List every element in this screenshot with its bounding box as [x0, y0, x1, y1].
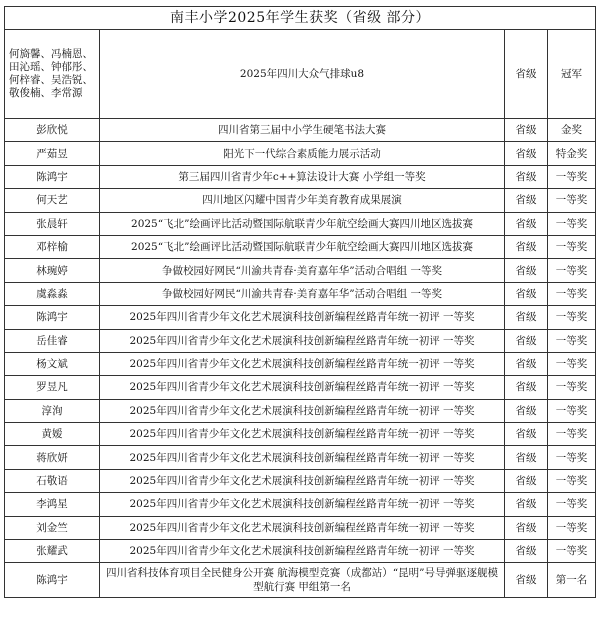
award-cell: 一等奖: [548, 306, 596, 329]
level-cell: 省级: [505, 423, 548, 446]
student-name-cell: 陈鸿宇: [5, 165, 100, 188]
award-cell: 一等奖: [548, 189, 596, 212]
level-cell: 省级: [505, 30, 548, 119]
level-cell: 省级: [505, 189, 548, 212]
student-name-cell: 彭欣悦: [5, 119, 100, 142]
award-cell: 一等奖: [548, 516, 596, 539]
award-cell: 冠军: [548, 30, 596, 119]
level-cell: 省级: [505, 329, 548, 352]
level-cell: 省级: [505, 563, 548, 598]
award-cell: 一等奖: [548, 329, 596, 352]
award-cell: 一等奖: [548, 540, 596, 563]
student-name-cell: 石敬语: [5, 469, 100, 492]
student-name-cell: 张耀武: [5, 540, 100, 563]
student-name-cell: 邓梓榆: [5, 235, 100, 258]
student-name-cell: 淳洵: [5, 399, 100, 422]
competition-cell: 2025年四川省青少年文化艺术展演科技创新编程丝路青年统一初评 一等奖: [100, 329, 505, 352]
student-name-cell: 虞淼淼: [5, 282, 100, 305]
table-row: [5, 235, 596, 258]
table-row: [5, 540, 596, 563]
level-cell: 省级: [505, 306, 548, 329]
competition-cell: 2025年四川省青少年文化艺术展演科技创新编程丝路青年统一初评 一等奖: [100, 376, 505, 399]
student-name-cell: 严茹昱: [5, 142, 100, 165]
level-cell: 省级: [505, 540, 548, 563]
award-cell: 一等奖: [548, 423, 596, 446]
award-cell: 一等奖: [548, 399, 596, 422]
team-members-cell: 何旖馨、冯楠恩、田沁瑶、钟郁彤、何梓睿、吴浩锐、敬俊楠、李常源: [5, 30, 100, 119]
award-cell: 一等奖: [548, 376, 596, 399]
level-cell: 省级: [505, 493, 548, 516]
level-cell: 省级: [505, 119, 548, 142]
level-cell: 省级: [505, 469, 548, 492]
student-name-cell: 黄嫒: [5, 423, 100, 446]
table-row: [5, 212, 596, 235]
level-cell: 省级: [505, 516, 548, 539]
award-cell: 一等奖: [548, 212, 596, 235]
student-name-cell: 罗昱凡: [5, 376, 100, 399]
level-cell: 省级: [505, 446, 548, 469]
student-name-cell: 蒋欣妍: [5, 446, 100, 469]
table-row: [5, 329, 596, 352]
table-row: [5, 399, 596, 422]
table-row: [5, 493, 596, 516]
table-row: [5, 376, 596, 399]
level-cell: 省级: [505, 235, 548, 258]
awards-table: [4, 6, 596, 598]
competition-cell: 2025年四川省青少年文化艺术展演科技创新编程丝路青年统一初评 一等奖: [100, 516, 505, 539]
table-row: [5, 282, 596, 305]
award-cell: 一等奖: [548, 493, 596, 516]
table-row: [5, 423, 596, 446]
table-row-team: [5, 30, 596, 119]
competition-cell: 四川省科技体育项目全民健身公开赛 航海模型竞赛（成都站）“昆明”号导弹驱逐舰模型航行赛 甲组第一名: [100, 563, 505, 598]
student-name-cell: 杨文斌: [5, 352, 100, 375]
level-cell: 省级: [505, 352, 548, 375]
competition-cell: 四川地区闪耀中国青少年美育教育成果展演: [100, 189, 505, 212]
competition-cell: 2025年四川省青少年文化艺术展演科技创新编程丝路青年统一初评 一等奖: [100, 493, 505, 516]
student-name-cell: 何天艺: [5, 189, 100, 212]
competition-cell: 2025“飞北”绘画评比活动暨国际航联青少年航空绘画大赛四川地区选拔赛: [100, 212, 505, 235]
competition-cell: 2025年四川省青少年文化艺术展演科技创新编程丝路青年统一初评 一等奖: [100, 469, 505, 492]
award-cell: 第一名: [548, 563, 596, 598]
award-cell: 一等奖: [548, 259, 596, 282]
student-name-cell: 陈鸿宇: [5, 306, 100, 329]
table-title: 南丰小学2025年学生获奖（省级 部分）: [5, 7, 596, 30]
award-cell: 一等奖: [548, 469, 596, 492]
level-cell: 省级: [505, 282, 548, 305]
student-name-cell: 陈鸿宇: [5, 563, 100, 598]
competition-cell: 争做校园好网民“川渝共青春·美育嘉年华”活动合唱组 一等奖: [100, 259, 505, 282]
competition-cell: 2025“飞北”绘画评比活动暨国际航联青少年航空绘画大赛四川地区选拔赛: [100, 235, 505, 258]
table-row: [5, 165, 596, 188]
level-cell: 省级: [505, 259, 548, 282]
level-cell: 省级: [505, 165, 548, 188]
award-cell: 一等奖: [548, 352, 596, 375]
table-row: [5, 306, 596, 329]
award-cell: 特金奖: [548, 142, 596, 165]
award-cell: 一等奖: [548, 235, 596, 258]
student-name-cell: 岳佳睿: [5, 329, 100, 352]
student-name-cell: 张晨轩: [5, 212, 100, 235]
award-cell: 一等奖: [548, 446, 596, 469]
competition-cell: 2025年四川省青少年文化艺术展演科技创新编程丝路青年统一初评 一等奖: [100, 399, 505, 422]
table-row: [5, 563, 596, 598]
table-row: [5, 516, 596, 539]
level-cell: 省级: [505, 376, 548, 399]
table-row: [5, 142, 596, 165]
student-name-cell: 刘金竺: [5, 516, 100, 539]
table-row: [5, 189, 596, 212]
student-name-cell: 林琬婷: [5, 259, 100, 282]
competition-cell: 2025年四川省青少年文化艺术展演科技创新编程丝路青年统一初评 一等奖: [100, 306, 505, 329]
award-cell: 一等奖: [548, 282, 596, 305]
table-row: [5, 446, 596, 469]
table-row: [5, 352, 596, 375]
competition-cell: 2025年四川省青少年文化艺术展演科技创新编程丝路青年统一初评 一等奖: [100, 352, 505, 375]
awards-sheet: [4, 6, 595, 598]
competition-cell: 争做校园好网民“川渝共青春·美育嘉年华”活动合唱组 一等奖: [100, 282, 505, 305]
level-cell: 省级: [505, 142, 548, 165]
table-row: [5, 469, 596, 492]
competition-cell: 阳光下一代综合素质能力展示活动: [100, 142, 505, 165]
competition-cell: 2025年四川大众气排球u8: [100, 30, 505, 119]
competition-cell: 四川省第三届中小学生硬笔书法大赛: [100, 119, 505, 142]
award-cell: 金奖: [548, 119, 596, 142]
level-cell: 省级: [505, 399, 548, 422]
competition-cell: 2025年四川省青少年文化艺术展演科技创新编程丝路青年统一初评 一等奖: [100, 540, 505, 563]
table-row: [5, 119, 596, 142]
award-cell: 一等奖: [548, 165, 596, 188]
competition-cell: 2025年四川省青少年文化艺术展演科技创新编程丝路青年统一初评 一等奖: [100, 423, 505, 446]
student-name-cell: 李鸿星: [5, 493, 100, 516]
level-cell: 省级: [505, 212, 548, 235]
competition-cell: 2025年四川省青少年文化艺术展演科技创新编程丝路青年统一初评 一等奖: [100, 446, 505, 469]
table-row: [5, 259, 596, 282]
competition-cell: 第三届四川省青少年c++算法设计大赛 小学组一等奖: [100, 165, 505, 188]
